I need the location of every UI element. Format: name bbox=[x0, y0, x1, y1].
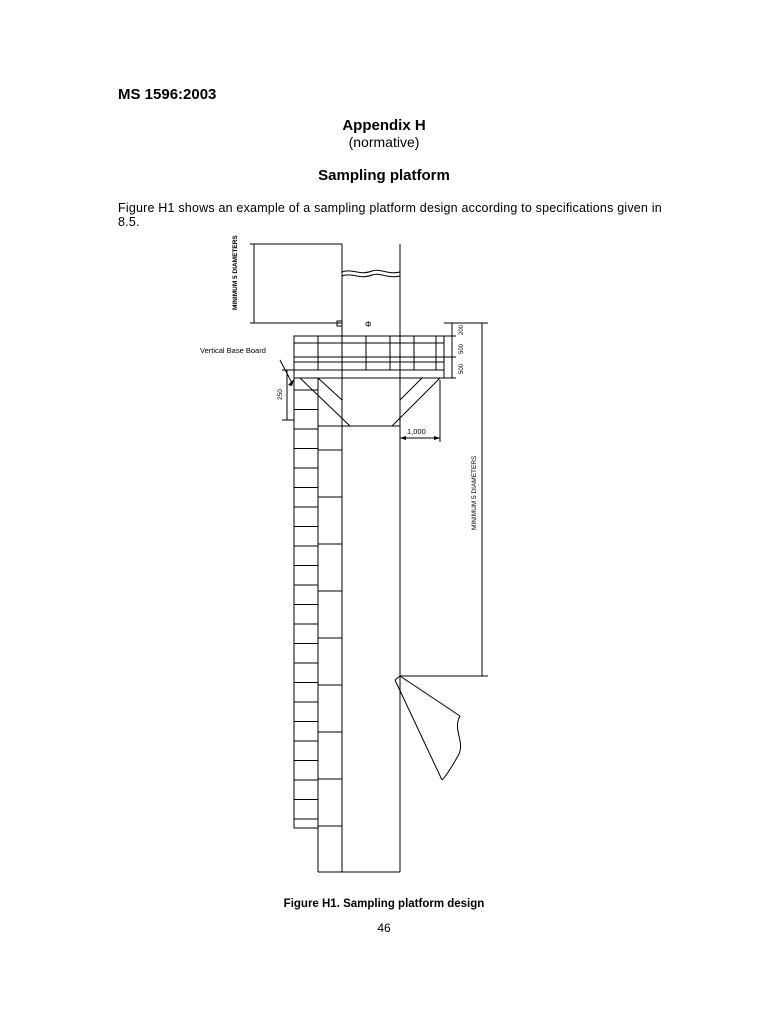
document-code: MS 1596:2003 bbox=[118, 86, 217, 103]
upper-min-diameter-label: MINIMUM 5 DIAMETERS bbox=[232, 235, 239, 310]
inlet-duct-lower bbox=[395, 680, 442, 780]
appendix-title: Appendix H bbox=[342, 117, 426, 134]
platform-railing bbox=[294, 336, 444, 370]
dim-200: 200 bbox=[459, 324, 465, 335]
section-title: Sampling platform bbox=[318, 167, 450, 184]
base-board-leader bbox=[280, 360, 292, 383]
figure-caption: Figure H1. Sampling platform design bbox=[283, 898, 485, 910]
phi-symbol: Φ bbox=[365, 320, 372, 329]
vertical-base-board-label: Vertical Base Board bbox=[200, 346, 266, 355]
dim-250: 250 bbox=[277, 389, 284, 400]
platform-floor bbox=[294, 370, 444, 378]
dim-500-lower: 500 bbox=[459, 363, 465, 374]
right-brace bbox=[392, 378, 440, 426]
page-number: 46 bbox=[377, 921, 391, 935]
appendix-subtitle: (normative) bbox=[348, 134, 420, 150]
duct-break-line bbox=[442, 716, 461, 780]
stack-break-line bbox=[342, 270, 400, 273]
dim-1000: 1,000 bbox=[407, 427, 426, 436]
lower-min-diameter-label: MINIMUM 5 DIAMETERS bbox=[471, 455, 478, 530]
dim-500-upper: 500 bbox=[459, 343, 465, 354]
intro-paragraph: Figure H1 shows an example of a sampling platform design according to specifications given in 8.5. bbox=[118, 201, 662, 229]
